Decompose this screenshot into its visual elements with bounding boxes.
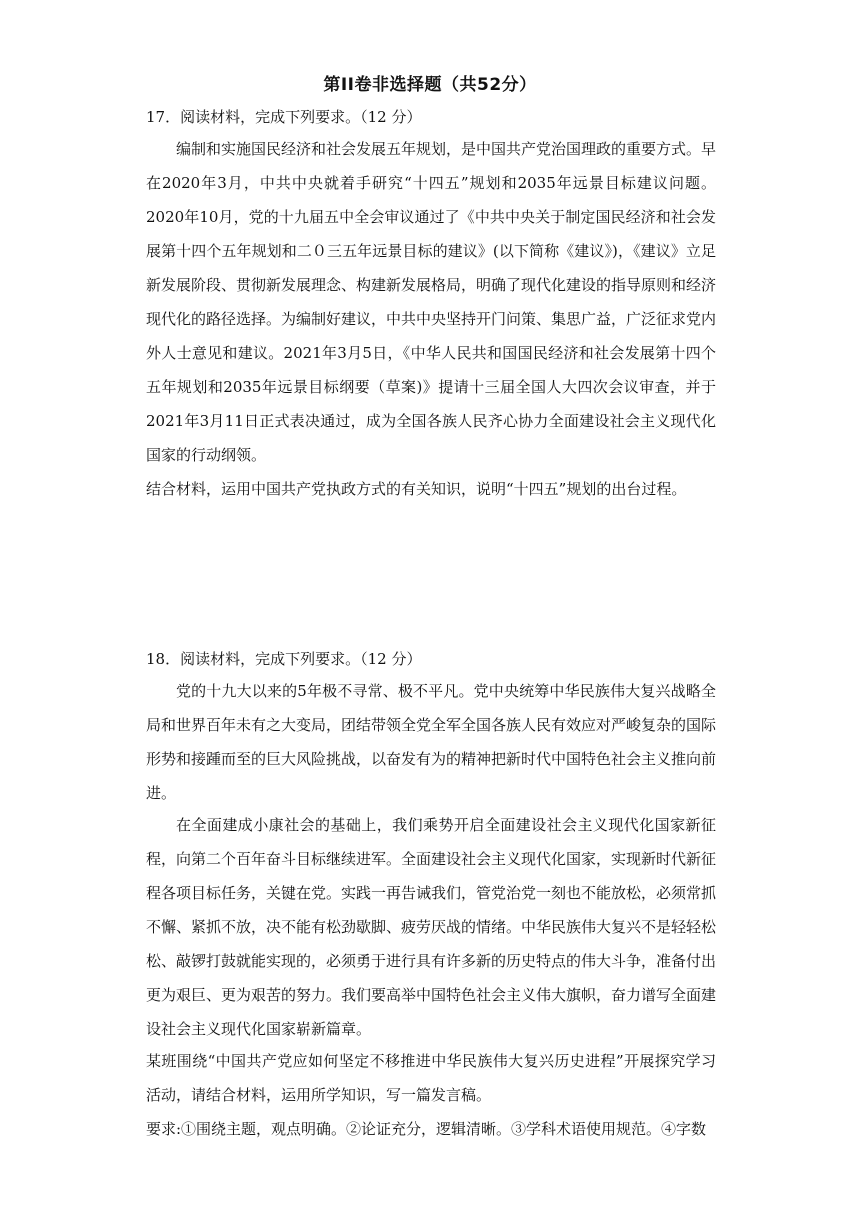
q18-heading: 18．阅读材料，完成下列要求。（12 分） [146,650,422,668]
q18-material-1: 党的十九大以来的5年极不寻常、极不平凡。党中央统筹中华民族伟大复兴战略全局和世界百年未有之大变局，团结带领全党全军全国各族人民有效应对严峻复杂的国际形势和接踵而至的巨大风险挑战，以奋发有为的精神把新时代中国特色社会主义推向前进。 [146,682,717,802]
q17-question: 结合材料，运用中国共产党执政方式的有关知识，说明“十四五”规划的出台过程。 [146,480,687,498]
q18-material-2: 在全面建成小康社会的基础上，我们乘势开启全面建设社会主义现代化国家新征程，向第二个百年奋斗目标继续进军。全面建设社会主义现代化国家，实现新时代新征程各项目标任务，关键在党。实践一再告诫我们，管党治党一刻也不能放松，必须常抓不懈、紧抓不放，决不能有松劲歇脚、疲劳厌战的情绪。中华民族伟大复兴不是轻轻松松、敲锣打鼓就能实现的，必须勇于进行具有许多新的历史特点的伟大斗争，准备付出更为艰巨、更为艰苦的努力。我们要高举中国特色社会主义伟大旗帜，奋力谱写全面建设社会主义现代化国家崭新篇章。 [146,816,717,1038]
q18-question: 某班围绕“中国共产党应如何坚定不移推进中华民族伟大复兴历史进程”开展探究学习活动，请结合材料，运用所学知识，写一篇发言稿。 [146,1052,716,1104]
q17-heading: 17．阅读材料，完成下列要求。（12 分） [146,108,422,126]
section-title: 第II卷非选择题（共52分） [323,75,537,95]
q18-requirements: 要求:①围绕主题，观点明确。②论证充分，逻辑清晰。③学科术语使用规范。④字数 [146,1120,707,1138]
q17-material: 编制和实施国民经济和社会发展五年规划，是中国共产党治国理政的重要方式。早在2020年3月，中共中央就着手研究“十四五”规划和2035年远景目标建议问题。2020年10月，党的十九届五中全会审议通过了《中共中央关于制定国民经济和社会发展第十四个五年规划和二０三五年远景目标的建议》(以下简称《建议》)，《建议》立足新发展阶段、贯彻新发展理念、构建新发展格局，明确了现代化建设的指导原则和经济现代化的路径选择。为编制好建议，中共中央坚持开门问策、集思广益，广泛征求党内外人士意见和建议。2021年3月5日，《中华人民共和国国民经济和社会发展第十四个五年规划和2035年远景目标纲要（草案)》提请十三届全国人大四次会议审查，并于2021年3月11日正式表决通过，成为全国各族人民齐心协力全面建设社会主义现代化国家的行动纲领。 [146,140,717,464]
